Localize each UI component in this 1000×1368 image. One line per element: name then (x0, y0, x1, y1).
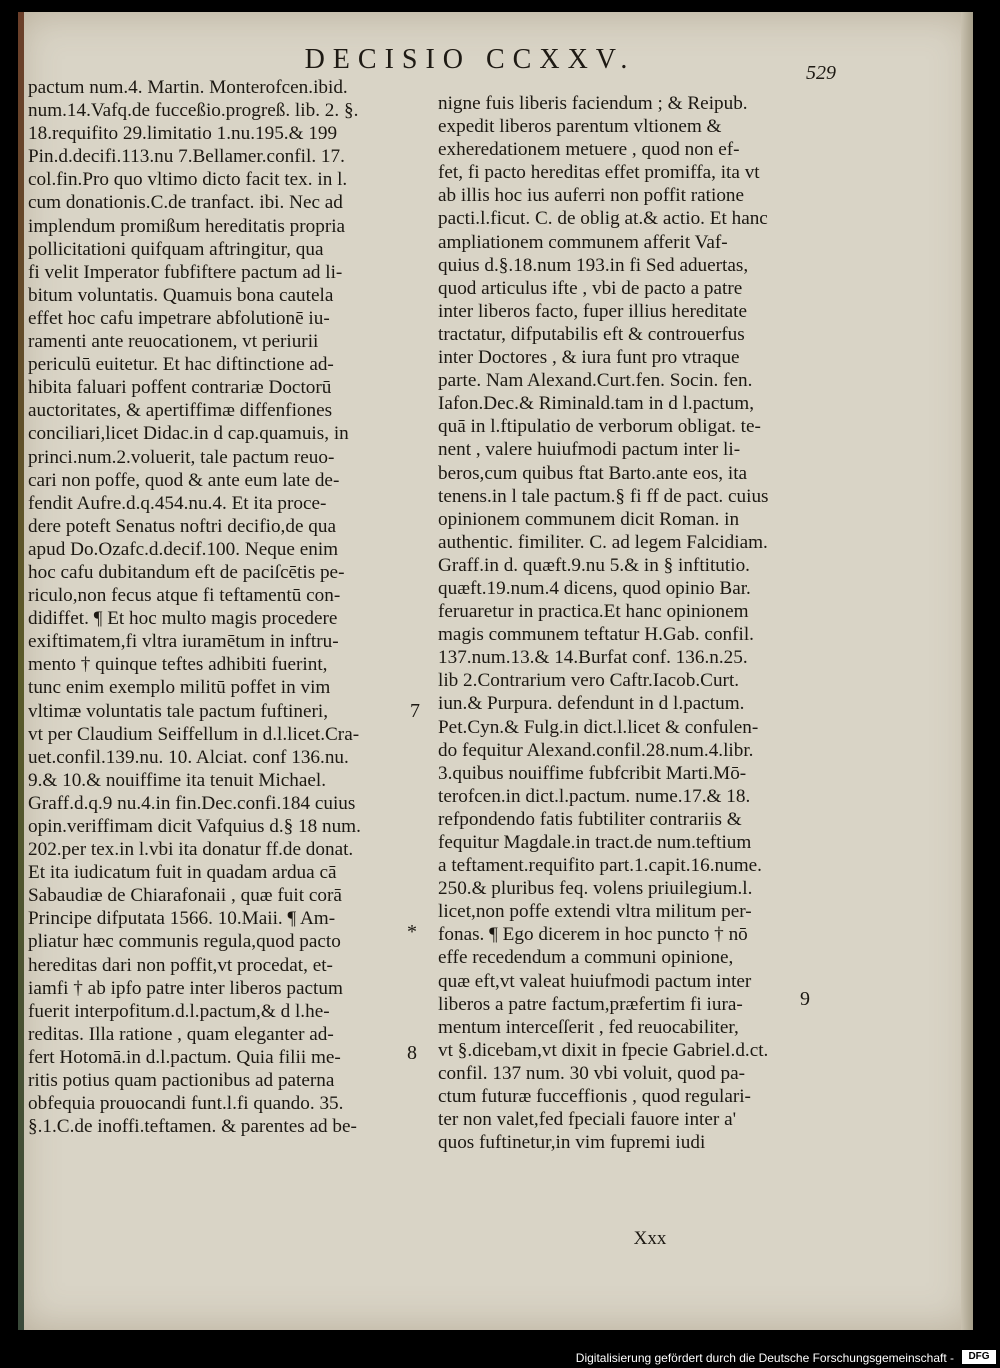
text-line: 9.& 10.& nouiffime ita tenuit Michael. (28, 769, 327, 791)
text-line: feruaretur in practica.Et hanc opinionem (438, 601, 749, 623)
text-line: pliatur hæc communis regula,quod pacto (28, 931, 341, 953)
text-line: opin.veriffimam dicit Vafquius d.§ 18 num. (28, 816, 361, 837)
text-line: Graff.d.q.9 nu.4.in fin.Dec.confi.184 cuius (28, 792, 356, 814)
text-line: fuerit interpofitum.d.l.pactum,& d l.he- (28, 1000, 330, 1022)
text-line: num.14.Vafq.de fucceßio.progreß. lib. 2. §. (28, 100, 359, 122)
text-line: bitum voluntatis. Quamuis bona cautela (28, 284, 334, 306)
text-line: reditas. Illa ratione , quam eleganter ad- (28, 1023, 334, 1045)
text-line: pacti.l.ficut. C. de oblig at.& actio. Et hanc (438, 208, 768, 230)
text-line: Pet.Cyn.& Fulg.in dict.l.licet & confulen- (438, 716, 759, 738)
text-line: §.1.C.de inoffi.teftamen. & parentes ad be- (28, 1116, 357, 1138)
text-line: mentum interceſſerit , fed reuocabiliter, (438, 1016, 739, 1038)
text-line: ter non valet,fed fpeciali fauore inter a' (438, 1109, 737, 1131)
text-line: magis communem teftatur H.Gab. confil. (438, 624, 754, 646)
text-line: vltimæ voluntatis tale pactum fuftineri, (28, 700, 329, 722)
text-line: authentic. fimiliter. C. ad legem Falcidiam. (438, 531, 768, 553)
text-line: 18.requifito 29.limitatio 1.nu.195.& 199 (28, 123, 338, 145)
text-line: Pin.d.decifi.113.nu 7.Bellamer.confil. 17. (28, 146, 345, 168)
text-line: fert Hotomā.in d.l.pactum. Quia filii me- (28, 1046, 341, 1068)
text-line: nent , valere huiufmodi pactum inter li- (438, 439, 741, 461)
running-head: DECISIO CCXXV. (304, 44, 636, 75)
text-line: iamfi † ab ipfo patre inter liberos pactum (28, 977, 343, 999)
text-line: 202.per tex.in l.vbi ita donatur ff.de donat. (28, 839, 354, 861)
text-line: ctum futuræ fucceffionis , quod regulari- (438, 1086, 751, 1108)
text-line: iun.& Purpura. defendunt in d l.pactum. (438, 693, 745, 715)
signature-mark: Xxx (633, 1228, 667, 1249)
margin-note-7: 7 (410, 700, 420, 722)
margin-note-9: 9 (800, 988, 810, 1010)
text-line: terofcen.in dict.l.pactum. nume.17.& 18. (438, 785, 751, 807)
text-line: conciliari,licet Didac.in d cap.quamuis, in (28, 423, 349, 445)
text-line: mento † quinque teftes adhibiti fuerint, (28, 654, 328, 676)
text-line: 250.& pluribus feq. volens priuilegium.l. (438, 878, 753, 900)
dfg-logo: DFG (962, 1350, 996, 1364)
text-line: obfequia prouocandi funt.l.fi quando. 35. (28, 1093, 344, 1115)
text-line: quā in l.ftipulatio de verborum obligat. te- (438, 416, 761, 438)
text-line: dere poteft Senatus noftri decifio,de qua (28, 515, 336, 537)
text-line: fendit Aufre.d.q.454.nu.4. Et ita proce- (28, 492, 327, 514)
text-line: confil. 137 num. 30 vbi voluit, quod pa- (438, 1062, 745, 1084)
text-line: cari non poffe, quod & ante eum late de- (28, 469, 340, 491)
text-line: ramenti ante reuocationem, vt periurii (28, 331, 319, 353)
text-line: do fequitur Alexand.confil.28.num.4.libr. (438, 739, 754, 761)
text-line: princi.num.2.voluerit, tale pactum reuo- (28, 446, 335, 468)
text-line: liberos a patre factum,præfertim fi iura- (438, 993, 743, 1015)
text-line: Principe difputata 1566. 10.Maii. ¶ Am- (28, 908, 336, 930)
text-line: quod articulus ifte , vbi de pacto a patre (438, 277, 743, 299)
text-line: periculū euitetur. Et hac diftinctione ad- (28, 354, 334, 376)
page-edge (961, 12, 973, 1330)
footer-credit: Digitalisierung gefördert durch die Deutsche Forschungsgemeinschaft - (575, 1351, 954, 1365)
scan-frame (0, 0, 10, 1368)
text-line: hibita faluari poffent contrariæ Doctorū (28, 377, 332, 399)
text-line: refpondendo fatis fubtiliter contrariis & (438, 808, 742, 830)
page-number: 529 (806, 62, 836, 84)
left-column (28, 76, 408, 1138)
text-line: pactum num.4. Martin. Monterofcen.ibid. (28, 77, 348, 98)
text-line: effet hoc cafu impetrare abfolutionē iu- (28, 307, 330, 329)
text-line: col.fin.Pro quo vltimo dicto facit tex. in l. (28, 169, 348, 191)
text-line: quius d.§.18.num 193.in fi Sed aduertas, (438, 254, 749, 276)
color-calibration-strip (18, 12, 24, 1330)
text-line: vt §.dicebam,vt dixit in fpecie Gabriel.d.ct. (438, 1039, 769, 1061)
text-line: fi velit Imperator fubfiftere pactum ad li- (28, 261, 343, 283)
text-line: 137.num.13.& 14.Burfat conf. 136.n.25. (438, 647, 748, 669)
text-line: opinionem communem dicit Roman. in (438, 508, 740, 530)
text-line: Iafon.Dec.& Riminald.tam in d l.pactum, (438, 393, 754, 415)
text-line: vt per Claudium Seiffellum in d.l.licet.Cra- (28, 723, 360, 745)
text-line: expedit liberos parentum vltionem & (438, 116, 722, 138)
text-line: fonas. ¶ Ego dicerem in hoc puncto † nō (438, 924, 748, 946)
text-line: Graff.in d. quæft.9.nu 5.& in § inftitutio. (438, 554, 750, 576)
text-line: a teftament.requifito part.1.capit.16.nume. (438, 855, 762, 877)
text-line: effe recedendum a communi opinione, (438, 947, 734, 969)
text-line: quos fuftinetur,in vim fupremi iudi (438, 1132, 706, 1154)
text-line: exheredationem metuere , quod non ef- (438, 139, 740, 161)
text-line: didiffet. ¶ Et hoc multo magis procedere (28, 608, 338, 630)
text-line: beros,cum quibus ftat Barto.ante eos, ita (438, 462, 748, 484)
text-line: nigne fuis liberis faciendum ; & Reipub. (438, 93, 748, 114)
text-line: parte. Nam Alexand.Curt.fen. Socin. fen. (438, 370, 753, 392)
text-line: tenens.in l tale pactum.§ fi ff de pact. cuius (438, 485, 769, 507)
margin-note-star: * (407, 921, 417, 943)
text-line: exiftimatem,fi vltra iuramētum in inftru- (28, 631, 339, 653)
text-line: Sabaudiæ de Chiarafonaii , quæ fuit corā (28, 885, 342, 907)
text-line: quæft.19.num.4 dicens, quod opinio Bar. (438, 577, 751, 599)
text-line: ritis potius quam pactionibus ad paterna (28, 1070, 335, 1092)
text-line: inter Doctores , & iura funt pro vtraque (438, 347, 740, 369)
margin-note-8: 8 (407, 1042, 417, 1064)
text-line: ampliationem communem afferit Vaf- (438, 231, 728, 253)
text-line: hereditas dari non poffit,vt procedat, et- (28, 954, 333, 976)
text-line: lib 2.Contrarium vero Caftr.Iacob.Curt. (438, 670, 740, 692)
text-line: implendum promißum hereditatis propria (28, 215, 346, 237)
text-line: pollicitationi quifquam aftringitur, qua (28, 238, 324, 260)
text-line: ab illis hoc ius auferri non poffit ratione (438, 185, 745, 207)
text-line: riculo,non fecus atque fi teftamentū con- (28, 585, 341, 607)
text-line: hoc cafu dubitandum eft de paciſcētis pe- (28, 561, 345, 583)
text-line: uet.confil.139.nu. 10. Alciat. conf 136.nu. (28, 746, 349, 768)
text-line: inter liberos facto, fuper illius hereditate (438, 300, 748, 322)
text-line: Et ita iudicatum fuit in quadam ardua cā (28, 862, 337, 884)
text-line: fequitur Magdale.in tract.de num.teftium (438, 832, 752, 853)
text-line: tractatur, difputabilis eft & controuerfus (438, 323, 745, 345)
text-line: auctoritates, & apertiffimæ diffenfiones (28, 400, 333, 422)
text-line: apud Do.Ozafc.d.decif.100. Neque enim (28, 538, 339, 560)
text-line: cum donationis.C.de tranfact. ibi. Nec ad (28, 192, 343, 214)
text-line: quæ eft,vt valeat huiufmodi pactum inter (438, 970, 752, 992)
text-line: fet, fi pacto hereditas effet promiffa, ita vt (438, 162, 760, 184)
text-line: tunc enim exemplo militū poffet in vim (28, 677, 331, 699)
text-line: licet,non poffe extendi vltra militum per- (438, 901, 752, 923)
text-line: 3.quibus nouiffime fubfcribit Marti.Mō- (438, 762, 747, 784)
right-column (438, 92, 828, 1154)
